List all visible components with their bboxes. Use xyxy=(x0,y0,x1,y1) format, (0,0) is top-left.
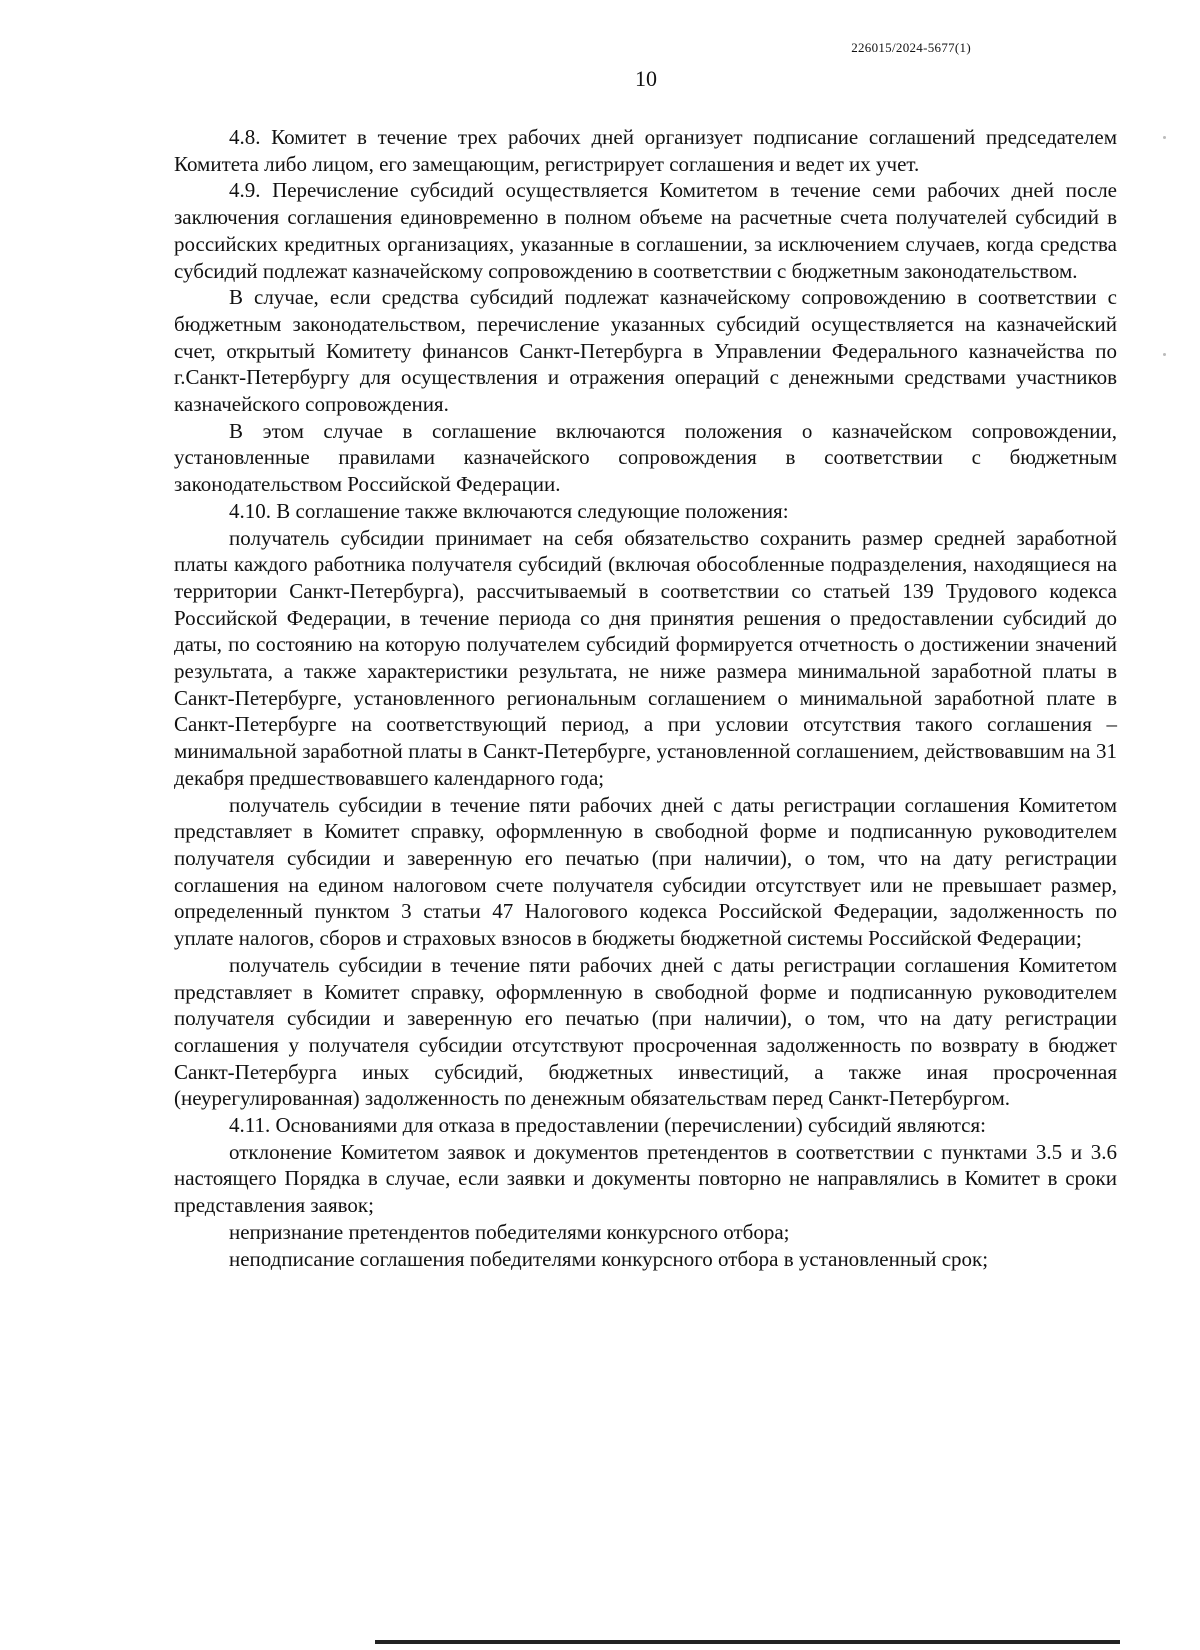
page-number: 10 xyxy=(635,66,657,91)
paragraph-salary-obligation: получатель субсидии принимает на себя обязательство сохранить размер средней заработной платы каждого работника получателя субсидий (включая обособленные подразделения, находящиеся на территории Санкт-Петербурга), рассчитываемый в соответствии со статьей 139 Трудового кодекса Российской Федерации, в течение периода со дня принятия решения о предоставлении субсидий до даты, по состоянию на которую получателем субсидий формируется отчетность о достижении значений результата, а также характеристики результата, не ниже размера минимальной заработной платы в Санкт-Петербурге, установленного региональным соглашением о минимальной заработной плате в Санкт-Петербурге на соответствующий период, а при условии отсутствия такого соглашения – минимальной заработной платы в Санкт-Петербурге, установленной соглашением, действовавшим на 31 декабря предшествовавшего календарного года; xyxy=(174,525,1117,790)
paragraph-tax-certificate: получатель субсидии в течение пяти рабочих дней с даты регистрации соглашения Комитетом представляет в Комитет справку, оформленную в свободной форме и подписанную руководителем получателя субсидии и заверенную его печатью (при наличии), о том, что на дату регистрации соглашения на едином налоговом счете получателя субсидии отсутствует или не превышает размер, определенный пунктом 3 статьи 47 Налогового кодекса Российской Федерации, задолженность по уплате налогов, сборов и страховых взносов в бюджеты бюджетной системы Российской Федерации; xyxy=(174,792,1117,951)
scan-speck xyxy=(1163,353,1166,356)
paragraph-4-8: 4.8. Комитет в течение трех рабочих дней организует подписание соглашений председателем Комитета либо лицом, его замещающим, регистрирует соглашения и ведет их учет. xyxy=(174,125,1117,176)
paragraph-treasury-provisions: В этом случае в соглашение включаются положения о казначейском сопровождении, установленные правилами казначейского сопровождения в соответствии с бюджетным законодательством Российской Федерации. xyxy=(174,418,1117,497)
paragraph-4-10: 4.10. В соглашение также включаются следующие положения: xyxy=(229,498,789,523)
scan-speck xyxy=(1163,136,1166,139)
paragraph-rejection-applications: отклонение Комитетом заявок и документов претендентов в соответствии с пунктами 3.5 и 3.6 настоящего Порядка в случае, если заявки и документы повторно не направлялись в Комитет в сроки представления заявок; xyxy=(174,1139,1117,1218)
paragraph-4-11: 4.11. Основаниями для отказа в предоставлении (перечислении) субсидий являются: xyxy=(229,1113,986,1138)
document-body xyxy=(174,124,1117,1272)
paragraph-debt-certificate: получатель субсидии в течение пяти рабочих дней с даты регистрации соглашения Комитетом представляет в Комитет справку, оформленную в свободной форме и подписанную руководителем получателя субсидии и заверенную его печатью (при наличии), о том, что на дату регистрации соглашения у получателя субсидии отсутствуют просроченная задолженность по возврату в бюджет Санкт-Петербурга иных субсидий, бюджетных инвестиций, а также иная просроченная (неурегулированная) задолженность по денежным обязательствам перед Санкт-Петербургом. xyxy=(174,952,1117,1111)
document-registration-number: 226015/2024-5677(1) xyxy=(851,40,971,55)
paragraph-4-9: 4.9. Перечисление субсидий осуществляется Комитетом в течение семи рабочих дней после заключения соглашения единовременно в полном объеме на расчетные счета получателей субсидий в российских кредитных организациях, указанные в соглашении, за исключением случаев, когда средства субсидий подлежат казначейскому сопровождению в соответствии с бюджетным законодательством. xyxy=(174,178,1117,283)
scan-edge-line xyxy=(375,1640,1120,1644)
paragraph-not-winners: непризнание претендентов победителями конкурсного отбора; xyxy=(229,1219,790,1244)
paragraph-not-signed: неподписание соглашения победителями конкурсного отбора в установленный срок; xyxy=(229,1246,989,1271)
paragraph-treasury-support: В случае, если средства субсидий подлежат казначейскому сопровождению в соответствии с бюджетным законодательством, перечисление указанных субсидий осуществляется на казначейский счет, открытый Комитету финансов Санкт-Петербурга в Управлении Федерального казначейства по г.Санкт-Петербургу для осуществления и отражения операций с денежными средствами участников казначейского сопровождения. xyxy=(174,285,1117,417)
